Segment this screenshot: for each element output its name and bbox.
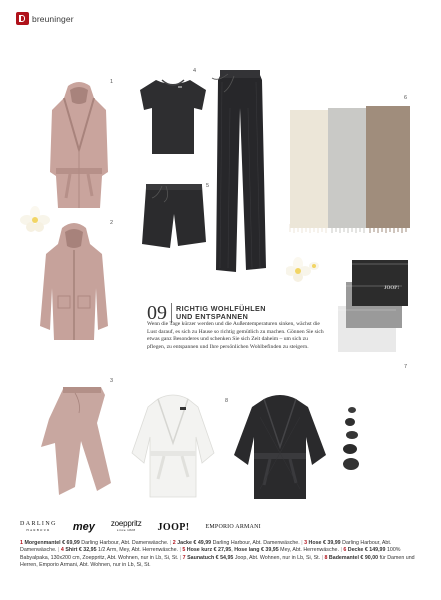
product-item-number: 2 <box>172 540 176 546</box>
article-heading <box>147 303 266 323</box>
product-number-8: 8 <box>225 398 229 404</box>
product-item-name: Decke € 149,99 <box>347 547 386 554</box>
product-number-4: 4 <box>193 68 197 74</box>
sauna-towels-image <box>336 258 410 354</box>
product-item-1 <box>20 540 168 546</box>
product-number-5: 5 <box>206 183 210 189</box>
product-item-name: Saunatuch € 54,95 <box>187 554 234 561</box>
product-item-desc: Darling Harbour, Abt. Damenwäsche. <box>81 540 169 546</box>
section-title: RICHTIG WOHLFÜHLEN UND ENTSPANNEN <box>176 303 266 321</box>
product-item-desc: Darling Harbour, Abt. Damenwäsche. <box>20 540 392 554</box>
black-long-pants-image <box>208 68 270 274</box>
product-item-5: 5 Hose kurz € 27,95, Hose lang € 39,95 Mey, Abt. Herrenwäsche. <box>182 547 339 554</box>
joop-logo[interactable]: JOOP! <box>157 521 190 533</box>
black-bathrobe-image <box>230 393 330 505</box>
product-item-name: Hose lang € 39,95 <box>234 547 279 554</box>
zoeppritz-logo-text: zoeppritz <box>110 519 142 528</box>
separator: | <box>340 547 342 554</box>
zoeppritz-logo[interactable] <box>111 520 142 534</box>
separator: | <box>169 540 172 546</box>
product-number-7: 7 <box>404 364 408 370</box>
mey-logo[interactable]: mey <box>72 521 95 533</box>
product-item-desc: 100% Babyalpaka, 130x200 cm, Zoeppritz, Abt. Wohnen, nur in Lb, Si, St. <box>20 547 401 561</box>
separator: | <box>179 554 182 561</box>
emporio-armani-logo[interactable]: EMPORIO ARMANI <box>205 524 261 530</box>
product-number-6: 6 <box>404 95 408 101</box>
product-item-desc: Darling Harbour, Abt. Damenwäsche. <box>212 540 300 546</box>
heading-divider <box>171 303 172 323</box>
article-body: Wenn die Tage kürzer werden und die Außentemperaturen sinken, wächst die Lust darauf, es sich zu Hause so richtig gemütlich zu machen. Gönnen Sie sich etwas ganz Besonderes und schenken Sie sich Zeit daheim – um sich zu pflegen, zu entspannen und Ihre persönlichen Wohlbefinden zu steigern. <box>147 321 324 350</box>
product-item-desc: Joop, Abt. Wohnen, nur in Lb, Si, St. <box>234 554 321 561</box>
product-item-number: 6 <box>343 547 347 554</box>
product-item-desc: 1/2 Arm, Mey, Abt. Herrenwäsche. <box>98 547 178 554</box>
product-item-number: 5 <box>182 547 186 554</box>
frangipani-flower-image <box>20 206 50 232</box>
product-item-4 <box>60 547 181 554</box>
darling-harbour-logo-sub: HARBOUR <box>26 528 51 532</box>
product-item-number: 4 <box>60 547 64 554</box>
product-item-number: 7 <box>182 554 186 561</box>
pink-jacket-image <box>38 222 110 342</box>
white-bathrobe-image <box>128 393 218 503</box>
breuninger-logo[interactable] <box>16 12 74 25</box>
product-number-2: 2 <box>110 220 114 226</box>
product-number-1: 1 <box>110 79 114 85</box>
product-item-name: Morgenmantel € 69,99 <box>24 540 80 546</box>
frangipani-flowers-image <box>286 256 322 286</box>
product-price-list <box>20 540 424 570</box>
product-item-desc: für Damen und Herren, Emporio Armani, Abt. Wohnen, nur in Lb, Si, St. <box>20 554 415 569</box>
towel-brand-label: JOOP! <box>384 286 399 291</box>
darling-harbour-logo-text: DARLING <box>20 521 57 527</box>
product-item-7 <box>183 555 320 561</box>
pink-bathrobe-image <box>48 80 110 212</box>
zoeppritz-logo-sub: since 1828 <box>116 528 136 532</box>
product-item-desc: Mey, Abt. Herrenwäsche. <box>280 547 339 554</box>
section-number: 09 <box>147 302 167 324</box>
product-item-number: 3 <box>304 540 308 546</box>
product-item-number: 1 <box>20 540 23 546</box>
separator: | <box>179 547 181 554</box>
black-shirt-image <box>138 76 208 156</box>
product-item-name: Jacke € 49,99 <box>177 540 212 546</box>
separator: | <box>301 540 303 546</box>
spa-stones-image <box>336 404 366 474</box>
product-item-name: Bademantel € 90,00 <box>328 554 379 561</box>
product-item-name: Shirt € 32,95 <box>65 547 97 554</box>
product-item-2 <box>172 540 303 546</box>
product-item-number: 8 <box>324 554 328 561</box>
product-number-3: 3 <box>110 378 114 384</box>
breuninger-logo-mark <box>16 12 29 25</box>
darling-harbour-logo[interactable] <box>20 521 57 533</box>
product-item-name: Hose kurz € 27,95 <box>186 547 232 554</box>
product-item-name: Hose € 39,99 <box>308 540 341 546</box>
separator: | <box>321 554 323 561</box>
pink-pants-image <box>35 383 115 498</box>
brand-name: breuninger <box>32 13 74 24</box>
brand-logos-row <box>20 520 420 534</box>
alpaca-blankets-image <box>288 106 414 234</box>
black-shorts-image <box>140 180 208 252</box>
separator: | <box>58 547 60 554</box>
